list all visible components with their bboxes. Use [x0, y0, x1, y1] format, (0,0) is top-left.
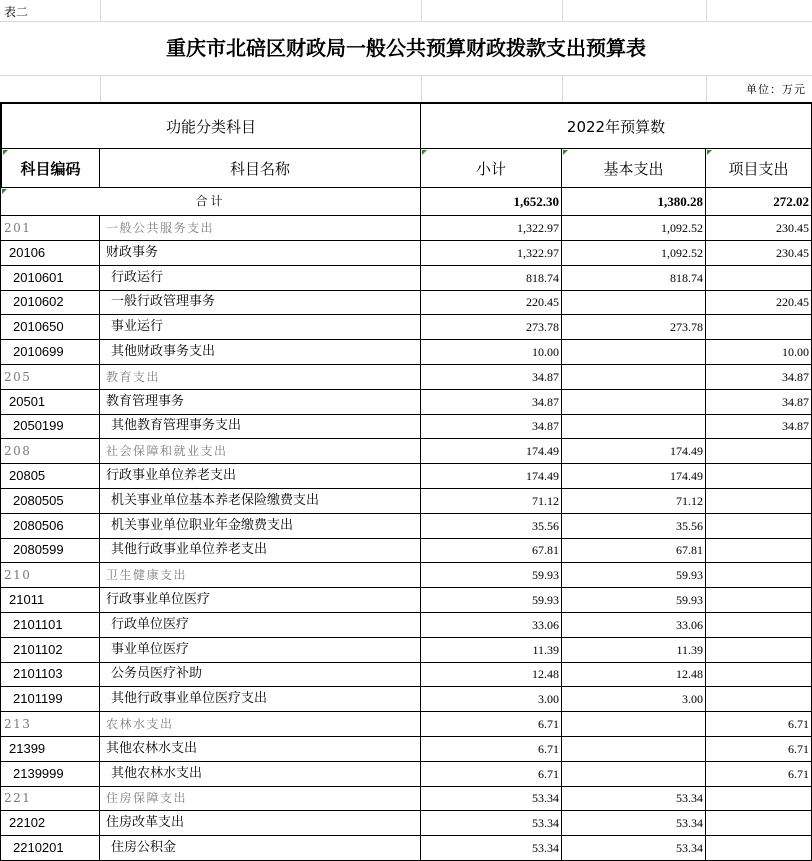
table-row: [0, 836, 812, 861]
row-code: 2080599: [0, 538, 100, 563]
table-row: [0, 464, 812, 489]
row-project: 34.87: [706, 390, 812, 415]
row-project: [706, 514, 812, 539]
row-name: 财政事务: [100, 241, 421, 266]
row-subtotal: 67.81: [421, 538, 562, 563]
row-project: 34.87: [706, 365, 812, 390]
row-code: 2101103: [0, 662, 100, 687]
row-name: 教育支出: [100, 365, 421, 390]
row-project: 230.45: [706, 241, 812, 266]
table-header: [0, 102, 812, 188]
row-project: [706, 464, 812, 489]
header-function-class: 功能分类科目: [0, 102, 421, 149]
row-basic: 1,092.52: [562, 216, 706, 241]
total-subtotal: 1,652.30: [421, 188, 562, 216]
row-basic: [562, 762, 706, 787]
row-project: [706, 489, 812, 514]
table-row: [0, 365, 812, 390]
row-basic: 11.39: [562, 638, 706, 663]
row-name: 其他农林水支出: [100, 762, 421, 787]
cell-comment-marker: [2, 189, 7, 194]
total-project: 272.02: [706, 188, 812, 216]
row-subtotal: 273.78: [421, 315, 562, 340]
cell-comment-marker: [422, 150, 427, 155]
row-subtotal: 6.71: [421, 712, 562, 737]
row-subtotal: 53.34: [421, 786, 562, 811]
row-subtotal: 53.34: [421, 836, 562, 861]
row-project: 230.45: [706, 216, 812, 241]
row-project: [706, 836, 812, 861]
header-code: 科目编码: [0, 149, 100, 188]
cell-comment-marker: [563, 150, 568, 155]
row-subtotal: 220.45: [421, 290, 562, 315]
table-row: [0, 786, 812, 811]
row-code: 2010699: [0, 340, 100, 365]
row-basic: 53.34: [562, 811, 706, 836]
row-code: 2210201: [0, 836, 100, 861]
row-subtotal: 59.93: [421, 588, 562, 613]
grid-line: [421, 0, 422, 21]
row-project: 34.87: [706, 414, 812, 439]
row-basic: 35.56: [562, 514, 706, 539]
row-subtotal: 818.74: [421, 266, 562, 291]
table-row: [0, 811, 812, 836]
row-name: 其他教育管理事务支出: [100, 414, 421, 439]
row-code: 20501: [0, 390, 100, 415]
row-code: 2101199: [0, 687, 100, 712]
total-basic: 1,380.28: [562, 188, 706, 216]
row-subtotal: 174.49: [421, 439, 562, 464]
header-basic: 基本支出: [562, 149, 706, 188]
row-name: 行政事业单位医疗: [100, 588, 421, 613]
table-row: [0, 514, 812, 539]
row-basic: 3.00: [562, 687, 706, 712]
row-name: 行政单位医疗: [100, 613, 421, 638]
row-name: 行政运行: [100, 266, 421, 291]
row-code: 20805: [0, 464, 100, 489]
table-row: [0, 538, 812, 563]
row-name: 社会保障和就业支出: [100, 439, 421, 464]
row-project: 6.71: [706, 737, 812, 762]
page-title: 重庆市北碚区财政局一般公共预算财政拨款支出预算表: [166, 36, 646, 60]
grid-line: [706, 75, 707, 102]
header-subtotal: 小计: [421, 149, 562, 188]
table-row: [0, 414, 812, 439]
row-project: [706, 588, 812, 613]
row-basic: [562, 712, 706, 737]
table-row: [0, 390, 812, 415]
row-subtotal: 6.71: [421, 737, 562, 762]
table-row: [0, 588, 812, 613]
row-subtotal: 33.06: [421, 613, 562, 638]
header-budget-year: 2022年预算数: [421, 102, 812, 149]
row-project: [706, 613, 812, 638]
row-basic: 59.93: [562, 563, 706, 588]
table-row: [0, 762, 812, 787]
table-row: [0, 266, 812, 291]
grid-line: [421, 75, 422, 102]
cell-comment-marker: [3, 150, 8, 155]
row-subtotal: 71.12: [421, 489, 562, 514]
row-name: 一般公共服务支出: [100, 216, 421, 241]
row-name: 机关事业单位基本养老保险缴费支出: [100, 489, 421, 514]
row-subtotal: 53.34: [421, 811, 562, 836]
row-subtotal: 1,322.97: [421, 241, 562, 266]
row-code: 20106: [0, 241, 100, 266]
row-name: 一般行政管理事务: [100, 290, 421, 315]
row-code: 21011: [0, 588, 100, 613]
row-basic: 53.34: [562, 786, 706, 811]
table-label: 表二: [4, 5, 29, 19]
grid-line: [100, 0, 101, 21]
row-subtotal: 34.87: [421, 414, 562, 439]
table-row: [0, 216, 812, 241]
row-project: [706, 563, 812, 588]
row-name: 行政事业单位养老支出: [100, 464, 421, 489]
table-row: [0, 712, 812, 737]
row-name: 住房改革支出: [100, 811, 421, 836]
row-name: 机关事业单位职业年金缴费支出: [100, 514, 421, 539]
table-row: [0, 439, 812, 464]
table-row: [0, 489, 812, 514]
row-basic: [562, 290, 706, 315]
row-code: 208: [0, 439, 100, 464]
row-project: [706, 662, 812, 687]
row-subtotal: 12.48: [421, 662, 562, 687]
row-subtotal: 34.87: [421, 365, 562, 390]
cell-comment-marker: [707, 150, 712, 155]
row-code: 201: [0, 216, 100, 241]
grid-line: [0, 75, 812, 76]
row-basic: [562, 390, 706, 415]
row-basic: 818.74: [562, 266, 706, 291]
row-name: 其他行政事业单位医疗支出: [100, 687, 421, 712]
row-project: 6.71: [706, 712, 812, 737]
row-name: 事业单位医疗: [100, 638, 421, 663]
row-code: 2050199: [0, 414, 100, 439]
row-code: 2010650: [0, 315, 100, 340]
row-basic: [562, 365, 706, 390]
row-subtotal: 174.49: [421, 464, 562, 489]
row-basic: [562, 414, 706, 439]
row-basic: [562, 340, 706, 365]
row-basic: 273.78: [562, 315, 706, 340]
row-code: 2010601: [0, 266, 100, 291]
row-project: 220.45: [706, 290, 812, 315]
row-code: 213: [0, 712, 100, 737]
row-name: 住房公积金: [100, 836, 421, 861]
row-subtotal: 35.56: [421, 514, 562, 539]
row-code: 21399: [0, 737, 100, 762]
row-code: 2101102: [0, 638, 100, 663]
row-project: [706, 811, 812, 836]
grid-line: [706, 0, 707, 21]
row-code: 210: [0, 563, 100, 588]
row-code: 2101101: [0, 613, 100, 638]
row-subtotal: 3.00: [421, 687, 562, 712]
table-row: [0, 340, 812, 365]
row-subtotal: 10.00: [421, 340, 562, 365]
row-basic: 1,092.52: [562, 241, 706, 266]
row-basic: 67.81: [562, 538, 706, 563]
table-row: [0, 315, 812, 340]
row-basic: [562, 737, 706, 762]
row-basic: 71.12: [562, 489, 706, 514]
grid-line: [562, 75, 563, 102]
row-basic: 12.48: [562, 662, 706, 687]
row-code: 2080506: [0, 514, 100, 539]
row-project: [706, 687, 812, 712]
row-name: 卫生健康支出: [100, 563, 421, 588]
row-subtotal: 11.39: [421, 638, 562, 663]
row-name: 事业运行: [100, 315, 421, 340]
header-name: 科目名称: [100, 149, 421, 188]
grid-line: [562, 0, 563, 21]
row-basic: 174.49: [562, 464, 706, 489]
row-name: 其他财政事务支出: [100, 340, 421, 365]
table-row: [0, 687, 812, 712]
row-code: 221: [0, 786, 100, 811]
total-row: [0, 188, 812, 216]
row-subtotal: 6.71: [421, 762, 562, 787]
row-subtotal: 1,322.97: [421, 216, 562, 241]
row-subtotal: 59.93: [421, 563, 562, 588]
row-code: 22102: [0, 811, 100, 836]
row-project: [706, 439, 812, 464]
row-code: 205: [0, 365, 100, 390]
row-project: [706, 786, 812, 811]
row-project: [706, 538, 812, 563]
row-basic: 174.49: [562, 439, 706, 464]
header-project: 项目支出: [706, 149, 812, 188]
row-code: 2139999: [0, 762, 100, 787]
row-basic: 59.93: [562, 588, 706, 613]
row-project: [706, 315, 812, 340]
table-row: [0, 241, 812, 266]
unit-note: 单位：万元: [746, 83, 806, 96]
row-name: 住房保障支出: [100, 786, 421, 811]
table-row: [0, 638, 812, 663]
row-name: 教育管理事务: [100, 390, 421, 415]
row-code: 2010602: [0, 290, 100, 315]
row-code: 2080505: [0, 489, 100, 514]
row-project: 6.71: [706, 762, 812, 787]
row-project: 10.00: [706, 340, 812, 365]
row-basic: 53.34: [562, 836, 706, 861]
row-name: 农林水支出: [100, 712, 421, 737]
row-name: 其他行政事业单位养老支出: [100, 538, 421, 563]
table-row: [0, 290, 812, 315]
table-row: [0, 662, 812, 687]
row-project: [706, 638, 812, 663]
grid-line: [100, 75, 101, 102]
table-row: [0, 737, 812, 762]
row-name: 公务员医疗补助: [100, 662, 421, 687]
table-row: [0, 563, 812, 588]
total-label: 合计: [0, 188, 421, 216]
row-subtotal: 34.87: [421, 390, 562, 415]
row-project: [706, 266, 812, 291]
row-name: 其他农林水支出: [100, 737, 421, 762]
row-basic: 33.06: [562, 613, 706, 638]
table-row: [0, 613, 812, 638]
